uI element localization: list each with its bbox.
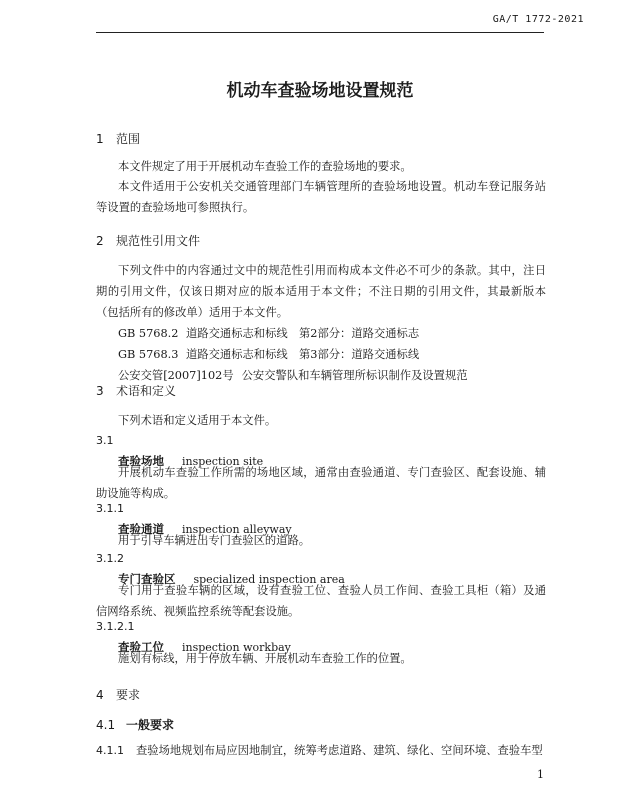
term-english: inspection alleyway — [182, 523, 292, 536]
section-1-number: 1 — [96, 132, 104, 146]
term-english: inspection workbay — [182, 641, 291, 654]
reference-code: GB 5768.3 — [118, 348, 179, 361]
clause-4-1-1 — [96, 742, 543, 758]
term-english: specialized inspection area — [193, 573, 345, 586]
term-chinese: 专门查验区 — [118, 572, 176, 586]
term-number: 3.1.2 — [96, 552, 124, 565]
header-rule — [96, 32, 544, 33]
subsection-4-1-heading — [96, 716, 174, 733]
reference-item — [118, 344, 419, 365]
subsection-title: 一般要求 — [126, 718, 175, 732]
reference-title: 道路交通标志和标线 第2部分：道路交通标志 — [186, 327, 420, 340]
reference-code: GB 5768.2 — [118, 327, 179, 340]
term-number: 3.1.2.1 — [96, 620, 135, 633]
section-2-heading — [96, 232, 200, 249]
document-title: 机动车查验场地设置规范 — [226, 81, 414, 101]
reference-code: 公安交管[2007]102号 — [118, 369, 234, 382]
term-english: inspection site — [182, 455, 264, 468]
section-1-paragraph-1: 本文件规定了用于开展机动车查验工作的查验场地的要求。 — [118, 160, 412, 173]
term-definition: 施划有标线，用于停放车辆、开展机动车查验工作的位置。 — [118, 652, 412, 665]
section-2-number: 2 — [96, 234, 104, 248]
section-3-title: 术语和定义 — [116, 384, 177, 398]
standard-number: GA/T 1772-2021 — [492, 14, 584, 25]
section-4-number: 4 — [96, 688, 104, 702]
section-4-title: 要求 — [116, 688, 141, 702]
term-chinese: 查验通道 — [118, 522, 164, 536]
reference-title: 公安交警队和车辆管理所标识制作及设置规范 — [241, 369, 468, 382]
reference-item — [118, 323, 419, 344]
term-definition: 用于引导车辆进出专门查验区的道路。 — [118, 534, 311, 547]
section-2-paragraph-1: 下列文件中的内容通过文中的规范性引用而构成本文件必不可少的条款。其中，注日期的引用文件，仅该日期对应的版本适用于本文件；不注日期的引用文件，其最新版本（包括所有的修改单）适用于本文件。 — [96, 264, 546, 319]
section-3-heading — [96, 382, 176, 399]
section-4-heading — [96, 686, 140, 703]
section-1-title: 范围 — [116, 132, 141, 146]
term-definition: 专门用于查验车辆的区域，设有查验工位、查验人员工作间、查验工具柜（箱）及通信网络系统、视频监控系统等配套设施。 — [96, 584, 546, 618]
page-number: 1 — [537, 768, 544, 781]
section-1-heading — [96, 130, 140, 147]
section-2-title: 规范性引用文件 — [116, 234, 201, 248]
clause-number: 4.1.1 — [96, 744, 124, 757]
section-1-paragraph-2: 本文件适用于公安机关交通管理部门车辆管理所的查验场地设置。机动车登记服务站等设置的查验场地可参照执行。 — [96, 180, 546, 214]
section-3-number: 3 — [96, 384, 104, 398]
reference-title: 道路交通标志和标线 第3部分：道路交通标线 — [186, 348, 420, 361]
section-3-paragraph-1: 下列术语和定义适用于本文件。 — [118, 414, 277, 427]
subsection-number: 4.1 — [96, 718, 116, 732]
term-chinese: 查验场地 — [118, 454, 164, 468]
term-chinese: 查验工位 — [118, 640, 164, 654]
clause-text: 查验场地规划布局应因地制宜，统筹考虑道路、建筑、绿化、空间环境、查验车型 — [136, 744, 543, 757]
term-number: 3.1.1 — [96, 502, 124, 515]
term-definition: 开展机动车查验工作所需的场地区域，通常由查验通道、专门查验区、配套设施、辅助设施等构成。 — [96, 466, 546, 500]
term-number: 3.1 — [96, 434, 114, 447]
